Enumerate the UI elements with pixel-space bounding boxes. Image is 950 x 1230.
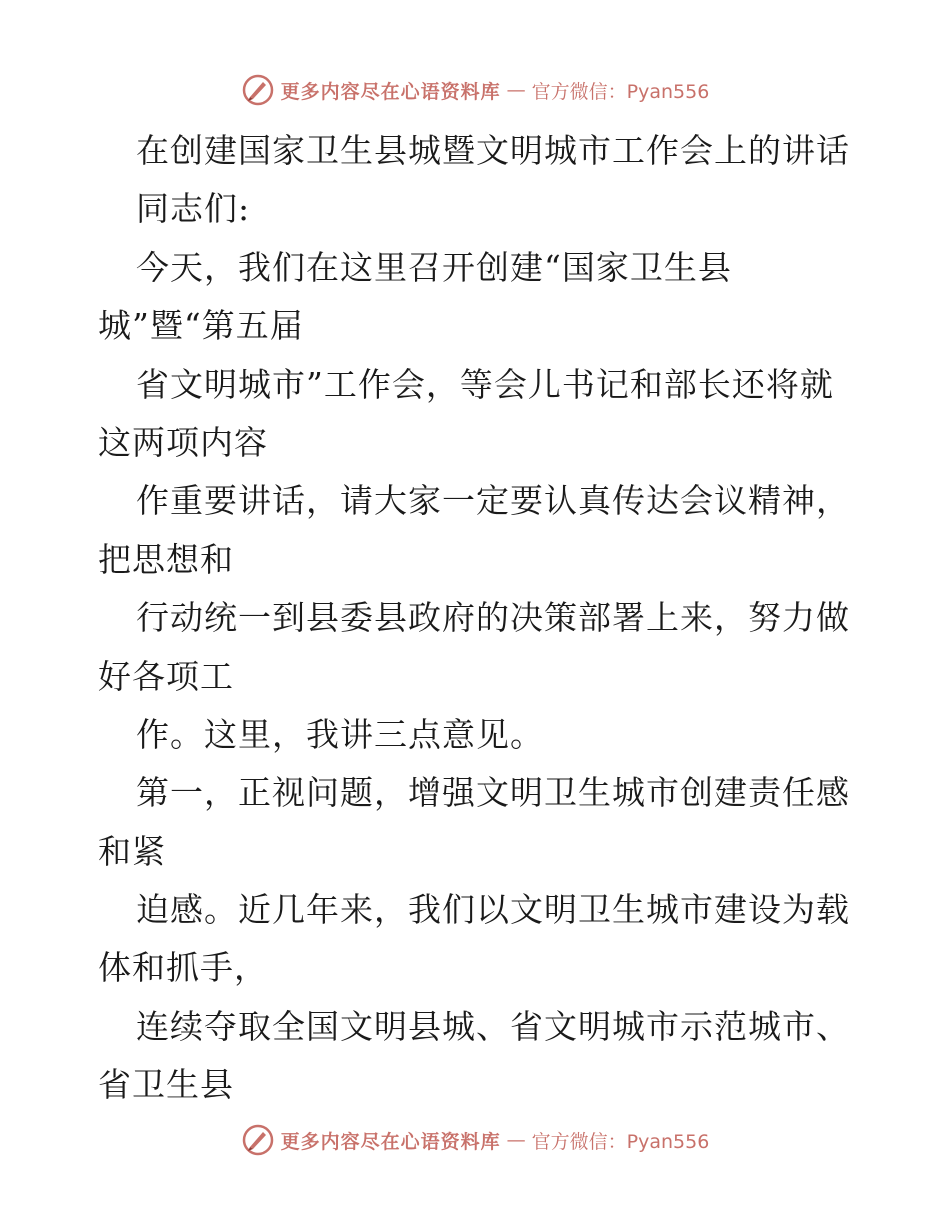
banner-main-text: 更多内容尽在心语资料库 [280,1130,501,1153]
text-line: 作。这里，我讲三点意见。 [136,714,544,754]
logo-icon [241,1123,275,1157]
text-line: 迫感。近几年来，我们以文明卫生城市建设为载 [136,890,850,930]
text-line: 把思想和 [98,539,234,579]
text-line: 这两项内容 [98,422,268,462]
text-line: 城”暨“第五届 [98,306,304,346]
text-line: 今天，我们在这里召开创建“国家卫生县 [136,247,732,287]
text-line: 好各项工 [98,656,234,696]
text-line: 连续夺取全国文明县城、省文明城市示范城市、 [136,1006,850,1046]
text-line: 体和抓手， [98,948,268,988]
text-line: 省卫生县 [98,1065,234,1105]
banner-wechat-text: 官方微信：Pyan556 [531,1130,710,1153]
text-line: 第一，正视问题，增强文明卫生城市创建责任感 [136,773,850,813]
text-line: 作重要讲话，请大家一定要认真传达会议精神， [136,481,850,521]
banner-separator: — [506,1129,526,1151]
banner-wechat-text: 官方微信：Pyan556 [531,80,710,103]
footer-banner [0,1120,950,1160]
text-line: 在创建国家卫生县城暨文明城市工作会上的讲话 [136,131,850,170]
text-line: 同志们: [136,189,251,229]
header-banner [0,70,950,110]
banner-main-text: 更多内容尽在心语资料库 [280,80,501,103]
document-body [98,122,858,1115]
logo-icon [241,73,275,107]
banner-separator: — [506,79,526,101]
text-line: 和紧 [98,831,166,871]
text-line: 省文明城市”工作会，等会儿书记和部长还将就 [136,364,834,404]
text-line: 行动统一到县委县政府的决策部署上来，努力做 [136,598,850,638]
